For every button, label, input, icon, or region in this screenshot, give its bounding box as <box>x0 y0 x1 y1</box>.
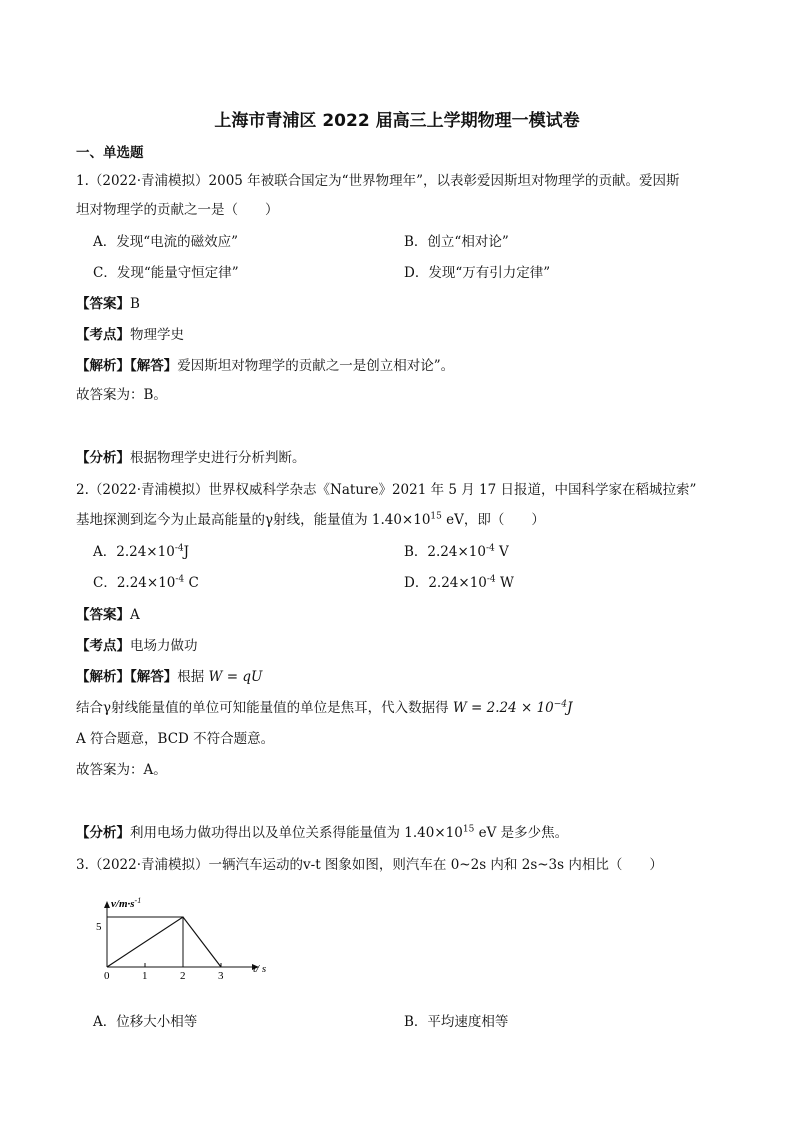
x-tick-label-2: 2 <box>180 970 186 982</box>
q3-option-b: B．平均速度相等 <box>404 1014 509 1030</box>
q2-option-b <box>404 540 509 560</box>
q1-conclusion: 故答案为：B。 <box>76 387 167 403</box>
q2-option-d-exp: -4 <box>486 574 496 585</box>
fenxi-tail: eV 是多少焦。 <box>474 825 569 841</box>
fenxi-label: 【分析】 <box>76 825 130 841</box>
y-axis-label: $v/m\cdot s^{-1}$ <box>111 896 142 910</box>
point-value: 电场力做功 <box>130 638 198 654</box>
q2-analysis-line3: A 符合题意，BCD 不符合题意。 <box>76 731 275 747</box>
x-axis-label: t/ s <box>253 963 267 975</box>
q2-option-a-exp: -4 <box>174 543 184 554</box>
q2-option-a-text: A．2.24×10 <box>93 544 175 560</box>
q1-option-c: C．发现“能量守恒定律” <box>93 265 239 281</box>
point-label: 【考点】 <box>76 638 130 654</box>
q2-option-c-exp: -4 <box>175 574 185 585</box>
answer-value: A <box>130 607 140 623</box>
analysis-text: 爱因斯坦对物理学的贡献之一是创立相对论”。 <box>177 358 455 374</box>
q1-fenxi <box>76 446 306 466</box>
q2-analysis <box>76 665 262 685</box>
x-tick-label-1: 1 <box>142 970 148 982</box>
section-heading: 一、单选题 <box>76 145 144 161</box>
fenxi-exp: 15 <box>462 824 475 835</box>
y-axis-arrow <box>104 901 110 908</box>
q2-stem-line2 <box>76 508 545 528</box>
q2-option-d-text: D．2.24×10 <box>404 575 487 591</box>
fenxi-text: 根据物理学史进行分析判断。 <box>130 450 306 466</box>
q1-analysis <box>76 354 454 374</box>
analysis-text: 根据 <box>177 669 209 685</box>
q2-option-a <box>93 540 189 560</box>
q1-option-a: A．发现“电流的磁效应” <box>93 234 239 250</box>
q2-analysis-line2 <box>76 696 572 716</box>
q2-stem-tail: eV，即（ ） <box>441 512 545 528</box>
q1-option-b: B．创立“相对论” <box>404 234 509 250</box>
q1-stem-line1: 1.（2022·青浦模拟）2005 年被联合国定为“世界物理年”，以表彰爱因斯坦对物理学的贡献。爱因斯 <box>76 173 680 189</box>
q2-stem-text: 基地探测到迄今为止最高能量的γ射线，能量值为 1.40×10 <box>76 512 431 528</box>
vt-line <box>107 917 221 967</box>
q2-option-b-exp: -4 <box>485 543 495 554</box>
analysis-label: 【解析】【解答】 <box>76 358 178 374</box>
formula-energy: W = 2.24 × 10 <box>452 700 554 716</box>
q2-stem-line1: 2.（2022·青浦模拟）世界权威科学杂志《Nature》2021 年 5 月 17 日报道，中国科学家在稻城拉索” <box>76 482 697 498</box>
q1-option-d: D．发现“万有引力定律” <box>404 265 551 281</box>
q2-option-c <box>93 571 199 591</box>
point-label: 【考点】 <box>76 327 130 343</box>
answer-label: 【答案】 <box>76 607 130 623</box>
vt-graph <box>90 893 290 983</box>
point-value: 物理学史 <box>130 327 184 343</box>
fenxi-text: 利用电场力做功得出以及单位关系得能量值为 1.40×10 <box>130 825 463 841</box>
fenxi-label: 【分析】 <box>76 450 130 466</box>
x-ticks <box>104 963 224 982</box>
x-tick-label-0: 0 <box>104 970 110 982</box>
q2-point <box>76 634 198 654</box>
y-tick-5: 5 <box>96 921 102 933</box>
q2-answer <box>76 603 140 623</box>
q3-option-a: A．位移大小相等 <box>93 1014 198 1030</box>
vt-series <box>107 917 221 967</box>
q2-conclusion: 故答案为：A。 <box>76 762 167 778</box>
analysis-label: 【解析】【解答】 <box>76 669 178 685</box>
q2-fenxi <box>76 821 568 841</box>
q1-stem-line2: 坦对物理学的贡献之一是（ ） <box>76 202 279 218</box>
formula-energy-unit: J <box>567 700 573 716</box>
q2-option-b-unit: V <box>494 544 509 560</box>
q2-exponent: 15 <box>430 511 442 522</box>
q2-analysis-text: 结合γ射线能量值的单位可知能量值的单位是焦耳，代入数据得 <box>76 700 453 716</box>
q2-option-b-text: B．2.24×10 <box>404 544 486 560</box>
x-tick-label-3: 3 <box>218 970 224 982</box>
answer-label: 【答案】 <box>76 296 130 312</box>
q2-option-c-unit: C <box>184 575 199 591</box>
answer-value: B <box>130 296 140 312</box>
formula-w-qu: W = qU <box>208 669 263 685</box>
q2-option-d-unit: W <box>495 575 514 591</box>
q2-option-c-text: C．2.24×10 <box>93 575 176 591</box>
q2-option-a-unit: J <box>183 544 190 560</box>
q3-stem-line1: 3.（2022·青浦模拟）一辆汽车运动的v-t 图象如图，则汽车在 0~2s 内和 2s~3s 内相比（ ） <box>76 857 663 873</box>
q1-point <box>76 323 184 343</box>
formula-energy-exp: −4 <box>553 699 568 710</box>
q2-option-d <box>404 571 514 591</box>
page-title: 上海市青浦区 2022 届高三上学期物理一模试卷 <box>214 111 580 131</box>
q1-answer <box>76 292 140 312</box>
